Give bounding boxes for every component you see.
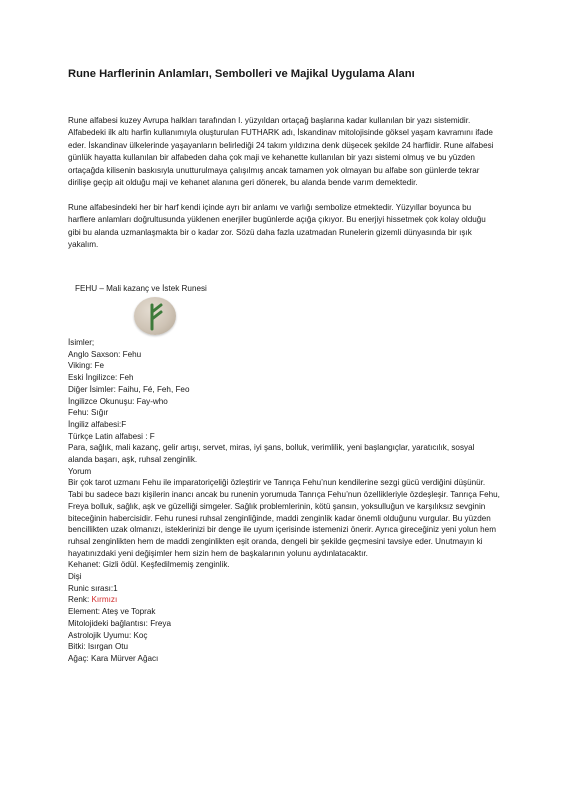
turkish-latin-alphabet: Türkçe Latin alfabesi : F: [68, 431, 155, 441]
fehu-rune-stone-icon: [134, 297, 176, 335]
intro-section: [68, 115, 500, 264]
element: Element: Ateş ve Toprak: [68, 607, 156, 617]
color-line: [68, 594, 500, 606]
document-title: Rune Harflerinin Anlamları, Sembolleri ve Majikal Uygulama Alanı: [68, 68, 415, 80]
pronunciation: İngilizce Okunuşu: Fay-who: [68, 396, 168, 406]
other-names: Diğer İsimler: Faihu, Fé, Feh, Feo: [68, 384, 190, 394]
color-label: Renk:: [68, 595, 92, 605]
tree: Ağaç: Kara Mürver Ağacı: [68, 653, 159, 663]
fehu-rune-glyph: [134, 297, 176, 335]
names-label: İsimler;: [68, 338, 95, 347]
astrology: Astrolojik Uyumu: Koç: [68, 630, 148, 640]
mythology: Mitolojideki bağlantısı: Freya: [68, 618, 171, 628]
intro-paragraph: Rune alfabesi kuzey Avrupa halkları tarafından I. yüzyıldan ortaçağ başlarına kadar kullanılan bir yazı sistemidir. Alfabedeki ilk altı harfin kullanımıyla oluşturulan FUTHARK adı, İskandinav mitolojisinde göksel yaşam kavramını ifade eder. İskandinav ülkelerinde yaşayanların belirlediği 24 takım yıldızına denk düşecek şekilde 24 harflidir. Rune alfabesi günlük hayatta kullanılan bir alfabeden daha çok maji ve kehanette kullanılan bir yazı sistemi olmuş ve bu yüzden ortaçağda kilisenin baskısıyla unutturulmaya çalışılmış ancak tamamen yok olmayan bu alfabe son günlerde tekrar dirilişe geçip ait olduğu maji ve kehanet alanına geri dönerek, bu alanda bende varım demektedir.: [68, 116, 494, 188]
rune-details: [68, 337, 500, 665]
runic-order: Runic sırası:1: [68, 583, 118, 593]
english-alphabet: İngiliz alfabesi:F: [68, 419, 127, 429]
anglo-saxon-name: Anglo Saxson: Fehu: [68, 349, 142, 359]
gender: Dişi: [68, 572, 82, 582]
intro-paragraph: Rune alfabesindeki her bir harf kendi içinde ayrı bir anlamı ve varlığı sembolize etmektedir. Yüzyıllar boyunca bu harflere anlamları doğrultusunda yüklenen enerjiler bugünlerde açığa çıkıyor. Bu enerjiyi hissetmek çok kolay olduğu gibi bu alanda uzmanlaşmakta bir o kadar zor. Sözü daha fazla uzatmadan Runelerin gizemli dünyasında bir ışık yakalım.: [68, 202, 486, 250]
plant: Bitki: Isırgan Otu: [68, 642, 129, 652]
keywords-paragraph: Para, sağlık, mali kazanç, gelir artışı, servet, miras, iyi şans, bolluk, verimlilik, yeni başlangıçlar, yaratıcılık, sosyal alanda başarı, aşk, ruhsal zenginlik.: [68, 443, 475, 465]
viking-name: Viking: Fe: [68, 361, 104, 371]
fehu-meaning: Fehu: Sığır: [68, 408, 109, 418]
old-english-name: Eski İngilizce: Feh: [68, 373, 134, 383]
prophecy: Kehanet: Gizli ödül. Keşfedilmemiş zenginlik.: [68, 560, 230, 570]
interpretation-label: Yorum: [68, 466, 92, 476]
rune-heading: FEHU – Mali kazanç ve İstek Runesi: [75, 284, 207, 293]
color-value: Kırmızı: [91, 595, 118, 605]
interpretation-paragraph: Bir çok tarot uzmanı Fehu ile imparatoriçeliği özleştirir ve Tanrıça Fehu’nun kendilerine sezgi gücü verdiğini düşünür. Tabi bu sadece bazı kişilerin inancı ancak bu runenin yorumuda Tanrıça Fehu’nun özellikleriyle özdeşleşir. Tanrıça Fehu, Freya bolluk, sağlık, aşk ve güzelliği simgeler. Sağlık problemlerinin, kötü şansın, yoksulluğun ve karşılıksız sevginin biteceğinin habercisidir. Fehu runesi ruhsal zenginliğinde, maddi zenginlik kadar önemli olduğunu vurgular. Bu yüzden bencillikten uzak olmanızı, isteklerinizi bir denge ile uyum içerisinde istemenizi önerir. Ayrıca gireceğiniz yeni yolun hem ruhsal zenginlikten hem de maddi zenginlikten eşit oranda, dengeli bir şekilde geçmesini tavsiye eder. Unutmayın ki hayatınızdaki yeni değişimler hem sizin hem de başkalarının yolunu aydınlatacaktır.: [68, 478, 500, 558]
